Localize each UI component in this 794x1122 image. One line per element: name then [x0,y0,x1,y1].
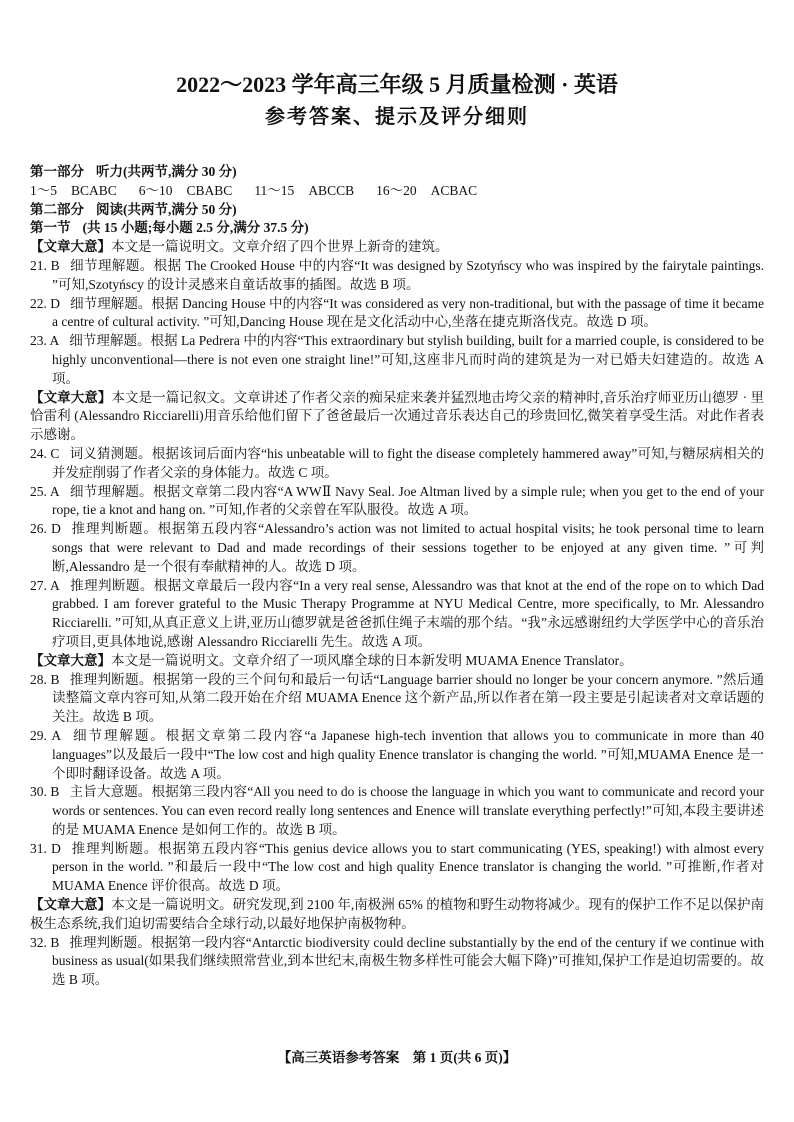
answer-item-26 [30,520,764,576]
listening-answers [30,182,764,201]
explanation-text: 推理判断题。根据第五段内容“This genius device allows you to start communicating (YES, speaking!) with almost every person in the world. ”和最后一段中“The low cost and high quality Enence translator is changing the world. ”可推断,作者对 MUAMA Enence 评价很高。故选 D 项。 [52,840,764,894]
listening-part-heading [30,163,764,182]
section-heading [30,219,764,238]
question-label: 23. A [30,333,60,349]
section-label: 第一节 [30,220,71,236]
passage-summary [30,389,764,445]
answer-item-22 [30,295,764,333]
answer-range: 1～5 [30,182,57,198]
explanation-text: 细节理解题。根据 La Pedrera 中的内容“This extraordinary but stylish building, built for a married couple, is considered to be highly unconventional—there is not even one straight line!”可知,这座非凡而时尚的建筑是为一对已婚夫妇建造的。故选 A 项。 [52,333,764,386]
answer-group [254,183,376,198]
answer-item-21 [30,257,764,295]
answer-letters: BCABC [71,182,117,198]
part-label: 第一部分 [30,164,84,179]
answer-group [376,183,499,198]
part-label: 第二部分 [30,201,84,217]
answer-letters: ABCCB [308,182,355,198]
question-label: 30. B [30,784,60,800]
passage-summary [30,652,764,671]
answer-item-24 [30,445,764,483]
explanation-text: 推理判断题。根据第一段内容“Antarctic biodiversity could decline substantially by the end of the century if we continue with business as usual(如果我们继续照常营业,到本世纪末,南极生物多样性可能会大幅下降)”可推知,保护工作是迫切需要的。故选 B 项。 [52,934,764,988]
answer-item-30 [30,783,764,839]
question-label: 26. D [30,521,61,537]
question-label: 24. C [30,445,60,461]
answer-range: 6～10 [138,182,173,198]
question-label: 25. A [30,483,60,499]
answer-item-25 [30,483,764,521]
question-label: 21. B [30,257,60,273]
section-title: (共 15 小题;每小题 2.5 分,满分 37.5 分) [82,220,309,236]
summary-label: 【文章大意】 [30,897,112,913]
answer-letters: ACBAC [430,182,478,198]
answer-item-32 [30,934,764,990]
summary-label: 【文章大意】 [30,389,112,405]
explanation-text: 细节理解题。根据 The Crooked House 中的内容“It was designed by Szotyńscy who was inspired by the fairytale paintings. ”可知,Szotyńscy 的设计灵感来自童话故事的插图。故选 B 项。 [52,257,764,292]
question-label: 28. B [30,671,60,687]
explanation-text: 推理判断题。根据文章最后一段内容“In a very real sense, Alessandro was that knot at the end of the rope on to which Dad grabbed. I am forever grateful to the Music Therapy Programme at NYU Medical Centre, more specifically, to Mr. Alessandro Ricciarelli. ”可知,从真正意义上讲,亚历山德罗就是爸爸抓住绳子末端的那个结。“我”永远感谢纽约大学医学中心的音乐治疗项目,更具体地说,感谢 Alessandro Ricciarelli 先生。故选 A 项。 [52,577,764,649]
answer-item-29 [30,727,764,783]
page-footer: 【高三英语参考答案 第 1 页(共 6 页)】 [277,1050,517,1065]
summary-text: 本文是一篇说明文。文章介绍了四个世界上新奇的建筑。 [111,239,449,255]
answer-range: 16～20 [376,182,417,198]
question-label: 27. A [30,577,60,593]
passage-summary [30,238,764,257]
answer-item-28 [30,671,764,727]
answer-item-23 [30,332,764,388]
part-title: 阅读(共两节,满分 50 分) [96,201,237,217]
summary-label: 【文章大意】 [30,239,111,255]
summary-text: 本文是一篇说明文。研究发现,到 2100 年,南极洲 65% 的植物和野生动物将减少。现有的保护工作不足以保护南极生态系统,我们迫切需要结合全球行动,以最好地保护南极物种。 [30,897,765,931]
answer-item-27 [30,577,764,652]
document-subtitle: 参考答案、提示及评分细则 [265,106,529,128]
explanation-text: 细节理解题。根据 Dancing House 中的内容“It was considered as very non-traditional, but with the passage of time it became a centre of cultural activity. ”可知,Dancing House 现在是文化活动中心,坐落在捷克斯洛伐克。故选 D 项。 [52,295,765,330]
summary-text: 本文是一篇记叙文。文章讲述了作者父亲的痴呆症来袭并猛烈地击垮父亲的精神时,音乐治疗师亚历山德罗 · 里恰雷利 (Alessandro Ricciarelli)用音乐给他们留下了爸爸最后一次通过音乐表达自己的珍贵回忆,微笑着享受生活。对此作者表示感谢。 [30,389,765,443]
question-label: 31. D [30,840,61,856]
reading-part-heading [30,201,764,220]
document-body [30,163,764,990]
summary-text: 本文是一篇说明文。文章介绍了一项风靡全球的日本新发明 MUAMA Enence Translator。 [111,652,633,668]
explanation-text: 推理判断题。根据第五段内容“Alessandro’s action was not limited to actual hospital visits; he took personal time to learn songs that were relevant to Dad and made recordings of their sessions together to be enjoyed at any given time. ”可判断,Alessandro 是一个很有奉献精神的人。故选 D 项。 [52,521,764,574]
part-title: 听力(共两节,满分 30 分) [96,164,237,179]
answer-group [30,183,139,198]
question-label: 29. A [30,727,62,743]
answer-item-31 [30,840,764,896]
explanation-text: 细节理解题。根据文章第二段内容“A WWⅡ Navy Seal. Joe Altman lived by a simple rule; when you get to the end of your rope, tie a knot and hang on. ”可知,作者的父亲曾在军队服役。故选 A 项。 [52,483,764,518]
passage-summary [30,896,764,934]
explanation-text: 词义猜测题。根据该词后面内容“his unbeatable will to fight the disease completely hammered away”可知,与糖尿病相关的并发症削弱了作者父亲的身体能力。故选 C 项。 [52,445,764,480]
answer-range: 11～15 [254,182,295,198]
summary-label: 【文章大意】 [30,652,111,668]
explanation-text: 细节理解题。根据文章第二段内容“a Japanese high-tech invention that allows you to communicate in more than 40 languages”以及最后一段中“The low cost and high quality Enence translator is changing the world. ”可知,MUAMA Enence 是一个即时翻译设备。故选 A 项。 [52,727,764,781]
answer-group [139,183,255,198]
explanation-text: 推理判断题。根据第一段的三个问句和最后一句话“Language barrier should no longer be your concern anymore. ”然后通读整篇文章内容可知,从第二段开始在介绍 MUAMA Enence 这个新产品,所以作者在第一段主要是引起读者对文章话题的关注。故选 B 项。 [52,671,764,725]
explanation-text: 主旨大意题。根据第三段内容“All you need to do is choose the language in which you want to communicate and record your words or sentences. You can even record really long sentences and Enence will translate everything perfectly!”可知,本段主要讲述的是 MUAMA Enence 是如何工作的。故选 B 项。 [52,784,764,837]
question-label: 32. B [30,934,60,950]
answer-letters: CBABC [186,182,233,198]
document-title: 2022～2023 学年高三年级 5 月质量检测 · 英语 [176,72,618,97]
question-label: 22. D [30,295,61,311]
